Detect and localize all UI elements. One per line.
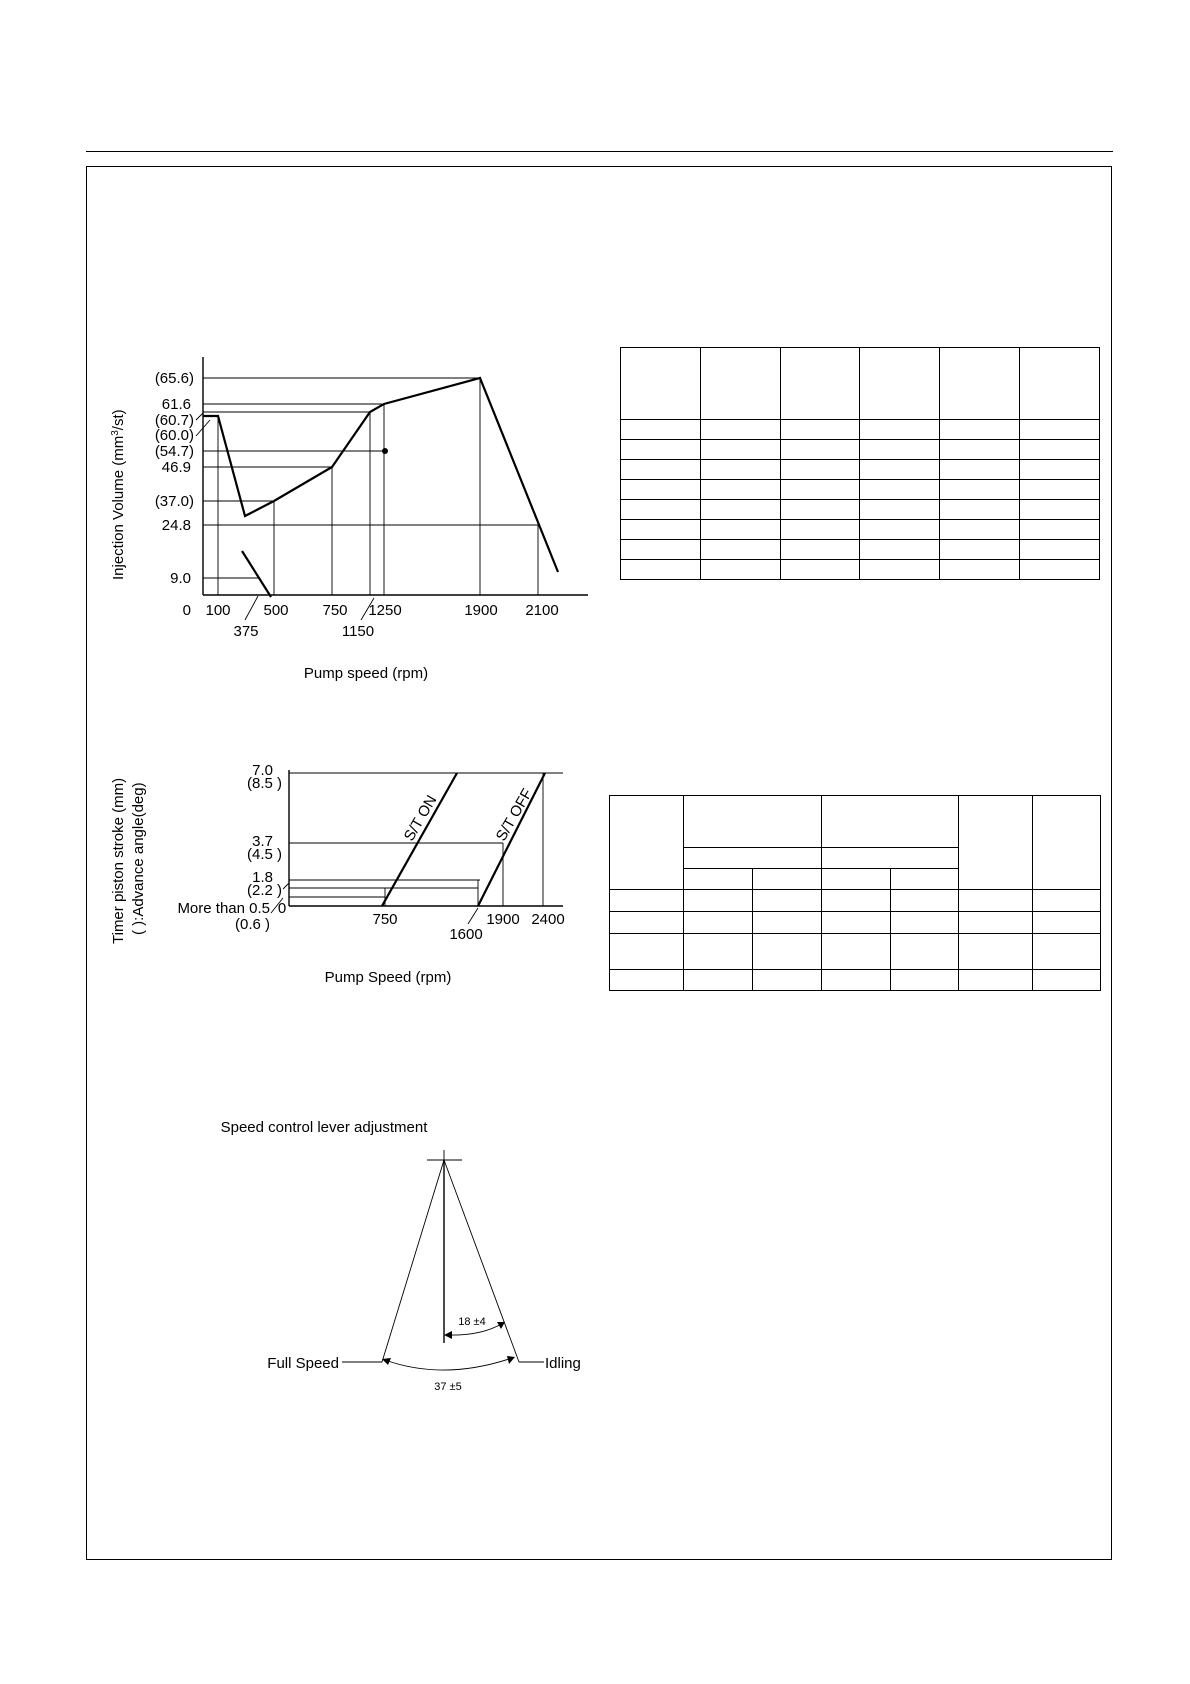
leader-1600 (468, 908, 478, 924)
table-cell (700, 520, 780, 540)
table-cell (621, 348, 701, 420)
table-cell (700, 420, 780, 440)
table-cell (959, 796, 1033, 890)
ytick-61-6: 61.6 (161, 396, 191, 413)
table-cell (1020, 520, 1100, 540)
table-cell (753, 970, 822, 991)
point-marker (382, 448, 388, 454)
table-cell (860, 480, 940, 500)
table-cell (1033, 890, 1101, 912)
outer-angle-label: 37 ±5 (434, 1381, 462, 1393)
xtick-750: 750 (322, 602, 348, 619)
table-cell (1020, 480, 1100, 500)
timer-xtick-1600: 1600 (449, 926, 483, 943)
st-off-label: S/T OFF (492, 785, 537, 844)
injection-xlabel: Pump speed (rpm) (303, 665, 429, 682)
table-cell (610, 970, 684, 991)
st-off-line (478, 773, 545, 906)
table-cell (780, 500, 860, 520)
table-row (610, 934, 1101, 970)
table-cell (684, 796, 822, 848)
ytick-46-9: 46.9 (161, 459, 191, 476)
table-cell (1020, 460, 1100, 480)
timer-ytick-8-5: (8.5 ) (246, 775, 282, 792)
ytick-37-0: (37.0) (154, 493, 194, 510)
table-row (621, 460, 1100, 480)
table-cell (940, 440, 1020, 460)
table-cell (700, 480, 780, 500)
table-row (610, 970, 1101, 991)
injection-ylabel: Injection Volume $(mm^3/st)$ (109, 409, 127, 580)
table-cell (822, 848, 959, 869)
table-cell (1033, 796, 1101, 890)
xtick-1900: 1900 (464, 602, 498, 619)
table-cell (621, 480, 701, 500)
ytick-9-0: 9.0 (170, 570, 191, 587)
timer-ytick-0-6: (0.6 ) (234, 916, 270, 933)
table-cell (959, 912, 1033, 934)
table-cell (1033, 970, 1101, 991)
timer-ytick-1-8: 1.8 (252, 869, 273, 886)
table-cell (1020, 560, 1100, 580)
timer-data-table (609, 795, 1101, 991)
table-row (621, 420, 1100, 440)
table-cell (1033, 934, 1101, 970)
table-cell (753, 869, 822, 890)
table-cell (684, 890, 753, 912)
table-cell (860, 440, 940, 460)
table-cell (860, 560, 940, 580)
table-cell (860, 420, 940, 440)
table-cell (891, 912, 959, 934)
table-cell (621, 520, 701, 540)
table-cell (621, 540, 701, 560)
table-cell (822, 912, 891, 934)
leader-2-2 (283, 883, 289, 889)
table-cell (610, 912, 684, 934)
table-cell (684, 869, 753, 890)
table-cell (1020, 540, 1100, 560)
lever-left-line (382, 1160, 444, 1362)
table-row (621, 500, 1100, 520)
table-cell (780, 440, 860, 460)
table-cell (822, 970, 891, 991)
table-cell (860, 520, 940, 540)
inner-arc-arrow-left (444, 1331, 452, 1339)
st-on-label: S/T ON (400, 792, 441, 844)
outer-arc-arrow-right (507, 1356, 515, 1364)
table-cell (860, 500, 940, 520)
timer-ylabel-line1: Timer piston stroke (mm) (110, 777, 127, 944)
table-cell (780, 480, 860, 500)
table-cell (891, 869, 959, 890)
timer-xtick-750: 750 (372, 911, 398, 928)
injection-lower-curve (242, 551, 271, 597)
table-cell (940, 540, 1020, 560)
xtick-1150: 1150 (341, 623, 375, 640)
table-cell (780, 560, 860, 580)
timer-ytick-0-5: More than 0.5 (177, 900, 270, 917)
table-cell (621, 440, 701, 460)
table-cell (959, 970, 1033, 991)
outer-angle-arc (385, 1358, 512, 1370)
full-speed-label: Full Speed (267, 1355, 339, 1372)
xtick-375: 375 (233, 623, 259, 640)
ytick-60-7: (60.7) (154, 412, 194, 429)
table-cell (753, 912, 822, 934)
timer-ylabel-line2: ( ):Advance angle(deg) (130, 782, 147, 935)
injection-data-table (620, 347, 1100, 580)
table-cell (891, 970, 959, 991)
inner-angle-label: 18 ±4 (458, 1316, 486, 1328)
table-cell (940, 348, 1020, 420)
injection-volume-chart (110, 357, 589, 682)
timer-xlabel: Pump Speed (rpm) (324, 969, 452, 986)
lever-title: Speed control lever adjustment (220, 1119, 428, 1136)
table-cell (940, 500, 1020, 520)
table-cell (860, 460, 940, 480)
table-cell (700, 500, 780, 520)
xtick-1250: 1250 (368, 602, 402, 619)
table-cell (700, 440, 780, 460)
table-cell (780, 540, 860, 560)
xtick-2100: 2100 (525, 602, 559, 619)
xtick-500: 500 (263, 602, 289, 619)
timer-ytick-3-7: 3.7 (252, 833, 273, 850)
table-row (621, 440, 1100, 460)
timer-xtick-2400: 2400 (531, 911, 565, 928)
table-cell (700, 540, 780, 560)
timer-xtick-1900: 1900 (486, 911, 520, 928)
idling-label: Idling (545, 1355, 581, 1372)
table-cell (940, 560, 1020, 580)
table-cell (959, 934, 1033, 970)
xtick-100: 100 (205, 602, 231, 619)
table-cell (684, 912, 753, 934)
table-row (621, 520, 1100, 540)
table-row (621, 560, 1100, 580)
table-row (621, 348, 1100, 420)
st-on-line (382, 773, 457, 906)
lever-diagram (221, 1119, 581, 1393)
table-cell (700, 348, 780, 420)
table-cell (822, 890, 891, 912)
table-cell (621, 420, 701, 440)
table-cell (610, 796, 684, 890)
table-cell (891, 934, 959, 970)
table-cell (684, 934, 753, 970)
table-cell (940, 520, 1020, 540)
table-cell (700, 560, 780, 580)
table-row (610, 796, 1101, 848)
ytick-60-0: (60.0) (154, 427, 194, 444)
table-cell (780, 348, 860, 420)
table-cell (860, 348, 940, 420)
table-cell (621, 460, 701, 480)
table-cell (780, 460, 860, 480)
timer-ytick-7-0: 7.0 (252, 762, 273, 779)
ytick-24-8: 24.8 (161, 517, 191, 534)
table-cell (780, 420, 860, 440)
table-cell (610, 934, 684, 970)
table-row (610, 890, 1101, 912)
leader-375 (245, 596, 258, 620)
ytick-54-7: (54.7) (154, 443, 194, 460)
table-cell (700, 460, 780, 480)
table-cell (1020, 420, 1100, 440)
ytick-65-6: (65.6) (154, 370, 194, 387)
table-cell (1020, 348, 1100, 420)
table-cell (621, 500, 701, 520)
table-cell (610, 890, 684, 912)
timer-xtick-0: 0 (277, 900, 287, 917)
leader-60-7 (196, 413, 203, 420)
table-cell (780, 520, 860, 540)
table-cell (1033, 912, 1101, 934)
injection-curve (203, 378, 558, 572)
timer-ytick-2-2: (2.2 ) (246, 882, 282, 899)
table-row (621, 480, 1100, 500)
table-cell (822, 934, 891, 970)
table-cell (684, 970, 753, 991)
table-cell (621, 560, 701, 580)
table-cell (891, 890, 959, 912)
table-cell (1020, 500, 1100, 520)
table-cell (940, 480, 1020, 500)
table-cell (753, 934, 822, 970)
table-cell (753, 890, 822, 912)
table-cell (1020, 440, 1100, 460)
table-cell (940, 420, 1020, 440)
table-cell (959, 890, 1033, 912)
table-cell (822, 869, 891, 890)
timer-ytick-4-5: (4.5 ) (246, 846, 282, 863)
table-row (610, 912, 1101, 934)
timer-chart (110, 762, 565, 986)
table-cell (940, 460, 1020, 480)
table-row (621, 540, 1100, 560)
table-cell (822, 796, 959, 848)
ytick-0: 0 (182, 602, 191, 619)
table-cell (860, 540, 940, 560)
table-cell (684, 848, 822, 869)
